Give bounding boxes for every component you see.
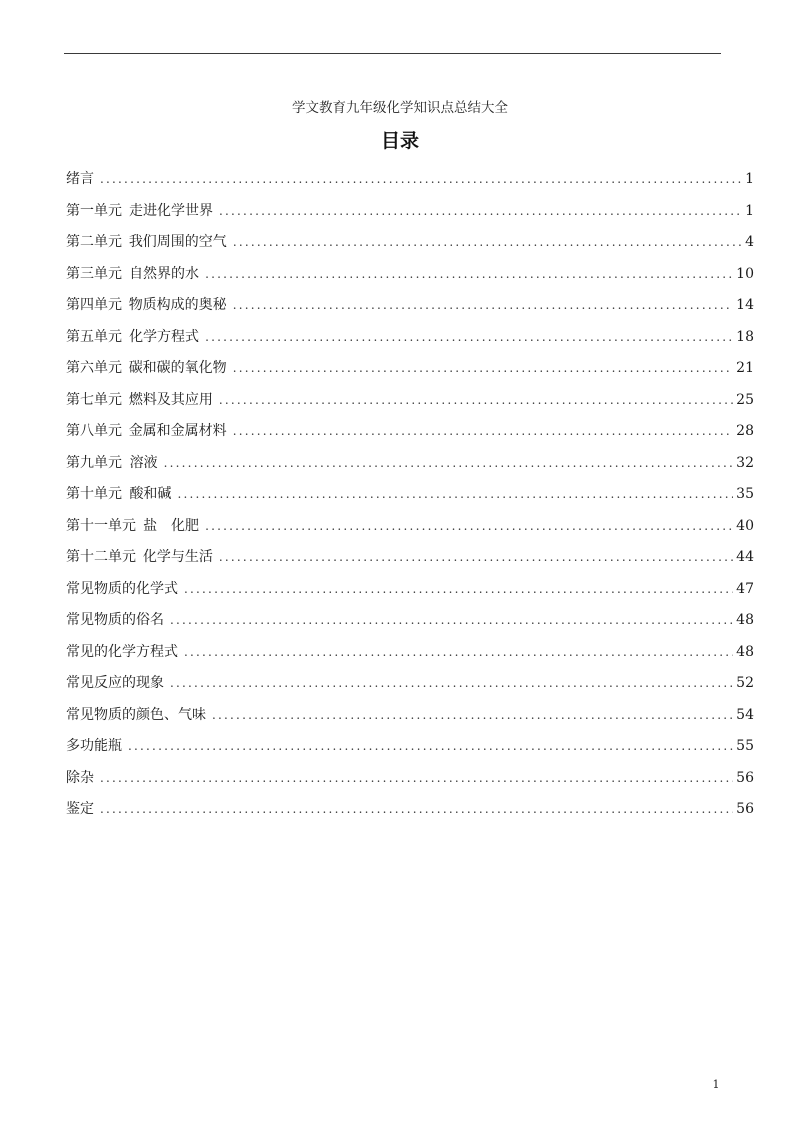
toc-entry-page: 52 <box>736 675 754 691</box>
toc-dot-leader <box>219 200 742 222</box>
toc-entry[interactable] <box>66 672 754 704</box>
toc-entry[interactable] <box>66 452 754 484</box>
toc-entry-title: 常见的化学方程式 <box>66 643 178 660</box>
toc-dot-leader <box>100 767 733 789</box>
page-number: 1 <box>712 1078 720 1091</box>
document-header: 学文教育九年级化学知识点总结大全 <box>292 100 508 116</box>
toc-dot-leader <box>100 798 733 820</box>
toc-entry-subtitle: 燃料及其应用 <box>128 391 213 408</box>
toc-entry-subtitle: 溶液 <box>129 454 158 471</box>
toc-entry[interactable] <box>66 168 754 200</box>
toc-entry[interactable] <box>66 200 754 232</box>
toc-dot-leader <box>205 263 733 285</box>
toc-entry[interactable] <box>66 641 754 673</box>
toc-entry-title: 第十一单元 <box>66 517 136 534</box>
toc-entry-title: 第十二单元 <box>66 549 136 565</box>
toc-entry-title: 第七单元 <box>66 391 122 408</box>
toc-entry[interactable] <box>66 735 754 767</box>
toc-entry[interactable] <box>66 483 754 515</box>
toc-dot-leader <box>212 704 733 726</box>
toc-entry[interactable] <box>66 231 754 263</box>
toc-entry-page: 55 <box>736 738 754 754</box>
toc-entry[interactable] <box>66 263 754 295</box>
toc-dot-leader <box>219 389 733 411</box>
toc-entry-subtitle: 化学方程式 <box>129 328 200 345</box>
toc-entry-page: 1 <box>745 202 754 219</box>
toc-entry-page: 35 <box>736 486 754 502</box>
toc-entry-title: 常见物质的化学式 <box>66 580 178 597</box>
toc-entry-title: 第三单元 <box>66 265 122 282</box>
toc-entry-title: 第八单元 <box>66 423 122 439</box>
toc-dot-leader <box>128 735 733 757</box>
toc-entry-subtitle: 盐 化肥 <box>143 517 200 534</box>
toc-dot-leader <box>177 483 733 505</box>
toc-entry-page: 48 <box>736 643 754 660</box>
toc-dot-leader <box>205 515 733 537</box>
toc-dot-leader <box>233 294 733 316</box>
toc-entry-title: 鉴定 <box>66 801 94 817</box>
toc-entry-subtitle: 化学与生活 <box>142 549 213 565</box>
toc-entry-title: 第四单元 <box>66 297 122 313</box>
toc-dot-leader <box>170 609 733 631</box>
toc-dot-leader <box>164 452 734 474</box>
toc-dot-leader <box>233 231 742 253</box>
toc-dot-leader <box>233 420 733 442</box>
toc-entry-page: 56 <box>736 769 754 786</box>
toc-entry-page: 25 <box>736 391 754 408</box>
toc-entry[interactable] <box>66 294 754 326</box>
toc-entry-title: 常见物质的颜色、气味 <box>66 706 206 723</box>
toc-entry-page: 10 <box>736 265 754 282</box>
toc-entry-title: 多功能瓶 <box>66 738 122 754</box>
toc-entry[interactable] <box>66 420 754 452</box>
toc-entry-title: 常见物质的俗名 <box>66 612 164 628</box>
header-rule <box>64 53 721 54</box>
toc-entry-title: 第一单元 <box>66 202 122 219</box>
table-of-contents <box>66 168 754 830</box>
toc-entry[interactable] <box>66 609 754 641</box>
toc-entry-title: 第五单元 <box>66 328 122 345</box>
toc-entry-title: 第二单元 <box>66 234 122 250</box>
toc-dot-leader <box>170 672 733 694</box>
toc-entry-page: 32 <box>736 454 754 471</box>
toc-entry-page: 28 <box>736 423 754 439</box>
toc-dot-leader <box>100 168 742 190</box>
toc-entry-page: 1 <box>745 171 754 187</box>
toc-entry-page: 14 <box>736 297 754 313</box>
toc-dot-leader <box>184 641 733 663</box>
toc-entry-subtitle: 自然界的水 <box>129 265 200 282</box>
toc-entry-title: 常见反应的现象 <box>66 675 164 691</box>
toc-entry-title: 第十单元 <box>66 486 122 502</box>
toc-entry[interactable] <box>66 578 754 610</box>
toc-entry-page: 4 <box>745 234 754 250</box>
toc-dot-leader <box>233 357 733 379</box>
toc-entry-subtitle: 物质构成的奥秘 <box>128 297 227 313</box>
toc-dot-leader <box>219 546 733 568</box>
toc-entry-title: 绪言 <box>66 171 94 187</box>
toc-heading: 目录 <box>380 130 419 152</box>
toc-entry[interactable] <box>66 546 754 578</box>
toc-entry-page: 56 <box>736 801 754 817</box>
toc-entry-page: 54 <box>736 706 754 723</box>
toc-entry[interactable] <box>66 357 754 389</box>
toc-entry[interactable] <box>66 389 754 421</box>
toc-entry-page: 21 <box>736 360 754 376</box>
toc-entry-page: 48 <box>736 612 754 628</box>
toc-entry-subtitle: 金属和金属材料 <box>128 423 227 439</box>
toc-dot-leader <box>184 578 733 600</box>
toc-dot-leader <box>205 326 733 348</box>
toc-entry-page: 18 <box>736 328 754 345</box>
toc-entry-subtitle: 碳和碳的氧化物 <box>128 360 227 376</box>
toc-entry-subtitle: 我们周围的空气 <box>128 234 227 250</box>
toc-entry-title: 第六单元 <box>66 360 122 376</box>
toc-entry-page: 40 <box>736 517 754 534</box>
toc-entry-page: 44 <box>736 549 754 565</box>
toc-entry-title: 除杂 <box>66 769 94 786</box>
toc-entry[interactable] <box>66 704 754 736</box>
toc-entry[interactable] <box>66 767 754 799</box>
toc-entry[interactable] <box>66 798 754 830</box>
toc-entry-subtitle: 走进化学世界 <box>129 202 213 219</box>
toc-entry[interactable] <box>66 326 754 358</box>
toc-entry-subtitle: 酸和碱 <box>129 486 172 502</box>
toc-entry[interactable] <box>66 515 754 547</box>
toc-entry-page: 47 <box>736 580 754 597</box>
toc-entry-title: 第九单元 <box>66 454 122 471</box>
